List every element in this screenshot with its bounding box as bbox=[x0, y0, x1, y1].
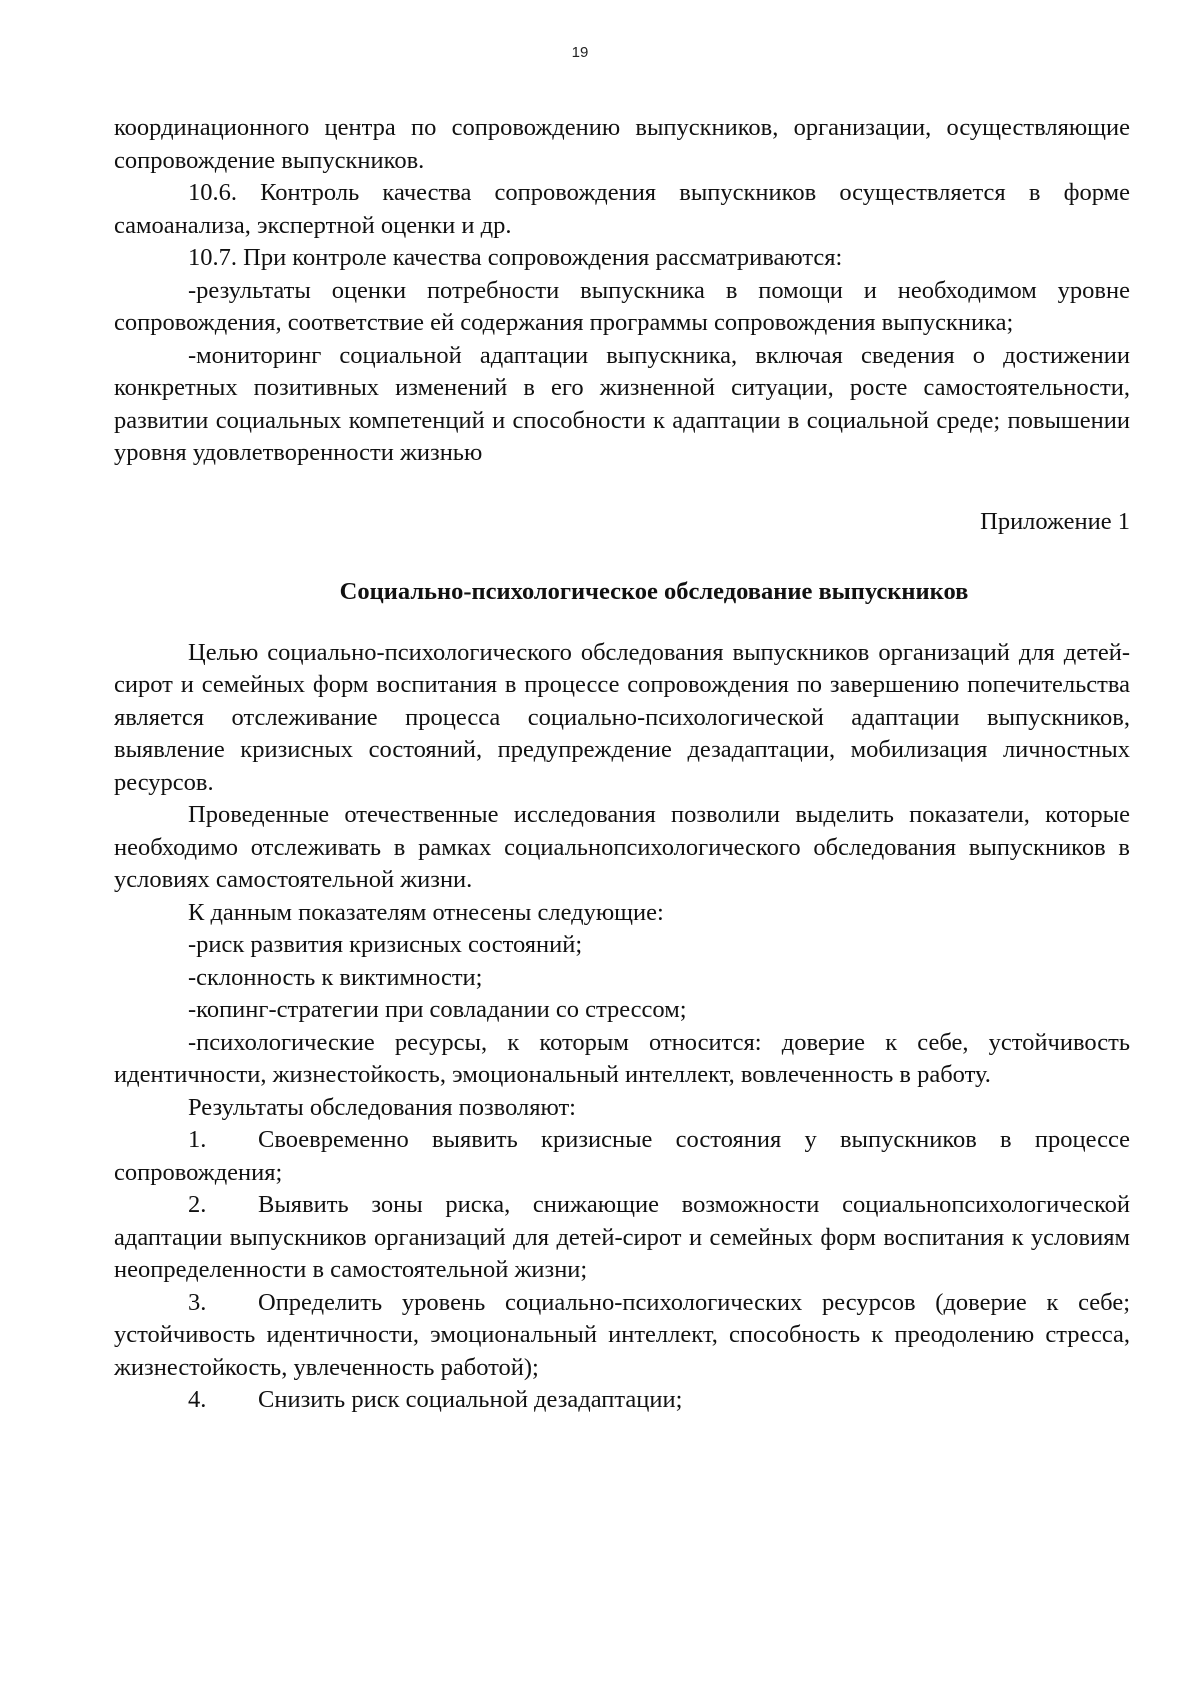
list-item-monitoring: -мониторинг социальной адаптации выпускника, включая сведения о достижении конкретных позитивных изменений в его жизненной ситуации, росте самостоятельности, развитии социальных компетенций и способности к адаптации в социальной среде; повышении уровня удовлетворенности жизнью bbox=[114, 341, 1130, 466]
item-number: 2. bbox=[188, 1191, 207, 1218]
paragraph-indicators-intro: К данным показателям отнесены следующие: bbox=[188, 898, 664, 926]
item-number: 4. bbox=[188, 1386, 207, 1413]
numbered-item bbox=[114, 1189, 1130, 1287]
indicator-item: -копинг-стратегии при совладании со стрессом; bbox=[188, 996, 687, 1023]
indicator-item: -риск развития кризисных состояний; bbox=[188, 931, 583, 958]
document-body bbox=[114, 112, 1130, 1417]
item-text: Снизить риск социальной дезадаптации; bbox=[258, 1386, 683, 1413]
list-item-assessment-results: -результаты оценки потребности выпускника в помощи и необходимом уровне сопровождения, соответствие ей содержания программы сопровождения выпускника; bbox=[114, 276, 1130, 336]
item-number: 1. bbox=[188, 1126, 207, 1153]
page-number: 19 bbox=[571, 44, 589, 61]
appendix-title: Социально-психологическое обследование выпускников bbox=[339, 578, 969, 605]
item-text: Определить уровень социально-психологических ресурсов (доверие к себе; устойчивость идентичности, эмоциональный интеллект, способность к преодолению стресса, жизнестойкость, увлеченность работой); bbox=[114, 1288, 1130, 1381]
paragraph-research: Проведенные отечественные исследования позволили выделить показатели, которые необходимо отслеживать в рамках социальнопсихологического обследования выпускников в условиях самостоятельной жизни. bbox=[114, 801, 1130, 893]
indicator-item: -психологические ресурсы, к которым относится: доверие к себе, устойчивость идентичности, жизнестойкость, эмоциональный интеллект, вовлеченность в работу. bbox=[114, 1028, 1130, 1088]
paragraph-10-7: 10.7. При контроле качества сопровождения рассматриваются: bbox=[188, 244, 843, 271]
paragraph-10-6: 10.6. Контроль качества сопровождения выпускников осуществляется в форме самоанализа, экспертной оценки и др. bbox=[114, 179, 1130, 239]
appendix-label: Приложение 1 bbox=[980, 507, 1130, 535]
paragraph-goal: Целью социально-психологического обследования выпускников организаций для детей-сирот и семейных форм воспитания в процессе сопровождения по завершению попечительства является отслеживание процесса социально-психологической адаптации выпускников, выявление кризисных состояний, предупреждение дезадаптации, мобилизация личностных ресурсов. bbox=[114, 638, 1130, 796]
numbered-item bbox=[114, 1124, 1130, 1189]
item-text: Своевременно выявить кризисные состояния у выпускников в процессе сопровождения; bbox=[114, 1126, 1130, 1186]
paragraph-results-intro: Результаты обследования позволяют: bbox=[188, 1093, 576, 1121]
paragraph-continuation: координационного центра по сопровождению выпускников, организации, осуществляющие сопровождение выпускников. bbox=[114, 114, 1130, 174]
item-number: 3. bbox=[188, 1288, 207, 1316]
indicator-item: -склонность к виктимности; bbox=[188, 963, 483, 991]
item-text: Выявить зоны риска, снижающие возможности социальнопсихологической адаптации выпускников организаций для детей-сирот и семейных форм воспитания к условиям неопределенности в самостоятельной жизни; bbox=[114, 1191, 1130, 1283]
numbered-item bbox=[114, 1287, 1130, 1385]
numbered-item bbox=[114, 1384, 1130, 1417]
